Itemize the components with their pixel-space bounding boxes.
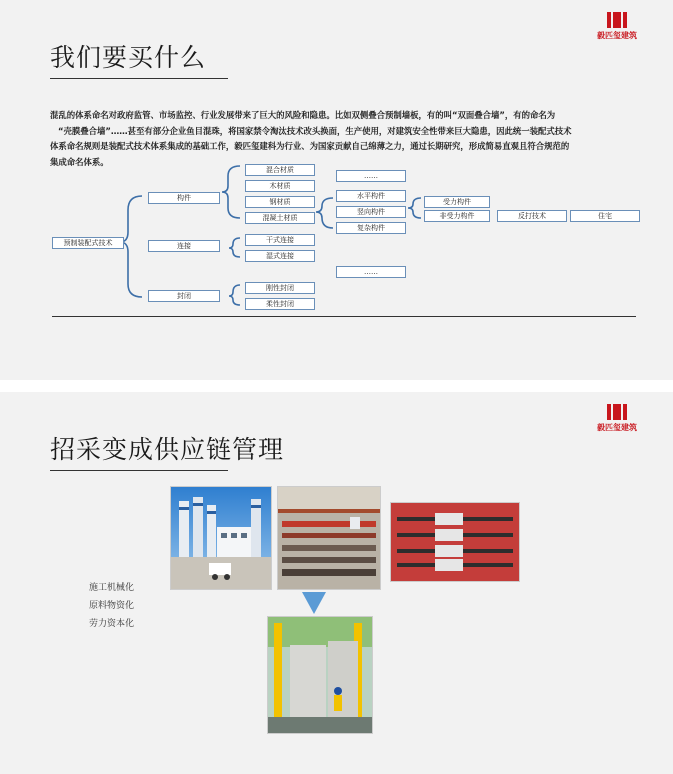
slide-what-to-buy (0, 0, 673, 380)
paragraph-line: “壳膜叠合墙”……甚至有部分企业鱼目混珠，将国家禁令淘汰技术改头换面，生产使用，对建筑安全性带来巨大隐患，因此统一装配式技术 (58, 125, 572, 136)
node-closure-type: 刚性封闭 (245, 282, 315, 294)
node-component: 构件 (148, 192, 220, 204)
node-building-type: 住宅 (570, 210, 640, 222)
page-title: 我们要买什么 (50, 43, 207, 72)
brand-logo (587, 404, 647, 433)
node-material: 钢材质 (245, 196, 315, 208)
node-closure: 封闭 (148, 290, 220, 302)
slide-supply-chain (0, 392, 673, 774)
node-structure-type: 水平构件 (336, 190, 406, 202)
bullet-capitalization: 劳力资本化 (89, 619, 135, 629)
node-structure-type: 复杂构件 (336, 222, 406, 234)
node-connection: 连接 (148, 240, 220, 252)
brand-name: 毅匹玺建筑 (597, 423, 637, 432)
node-connection-type: 湿式连接 (245, 250, 315, 262)
section-divider (52, 316, 636, 317)
page-title: 招采变成供应链管理 (50, 435, 285, 464)
batching-plant-photo (170, 486, 272, 590)
title-underline (50, 470, 228, 471)
paragraph-line: 体系命名规则是装配式技术体系集成的基础工作，毅匹玺建科为行业、为国家贡献自己绵薄之力，通过长期研究，形成简易直观且符合规范的 (50, 141, 570, 151)
bullet-mechanization: 施工机械化 (89, 583, 135, 593)
node-ellipsis: …… (336, 170, 406, 182)
bullet-materialization: 原料物资化 (89, 601, 135, 611)
precast-panels-photo (267, 616, 373, 734)
paragraph-line: 混乱的体系命名对政府监管、市场监控、行业发展带来了巨大的风险和隐患。比如双侧叠合预制墙板，有的叫“双面叠合墙”，有的命名为 (50, 110, 556, 120)
paragraph-line: 集成命名体系。 (50, 156, 109, 167)
rebar-coupler-photo (390, 502, 520, 582)
brand-name: 毅匹玺建筑 (597, 31, 637, 40)
node-ellipsis: …… (336, 266, 406, 278)
rebar-yard-photo (277, 486, 381, 590)
node-material: 混合材质 (245, 164, 315, 176)
node-closure-type: 柔性封闭 (245, 298, 315, 310)
node-force-type: 非受力构件 (424, 210, 490, 222)
node-material: 混凝土材质 (245, 212, 315, 224)
brand-logo-icon (607, 404, 627, 420)
node-material: 木材质 (245, 180, 315, 192)
node-technique: 反打技术 (497, 210, 567, 222)
node-connection-type: 干式连接 (245, 234, 315, 246)
node-structure-type: 竖向构件 (336, 206, 406, 218)
arrow-down-icon (302, 592, 326, 614)
node-root: 预制装配式技术 (52, 237, 124, 249)
node-force-type: 受力构件 (424, 196, 490, 208)
